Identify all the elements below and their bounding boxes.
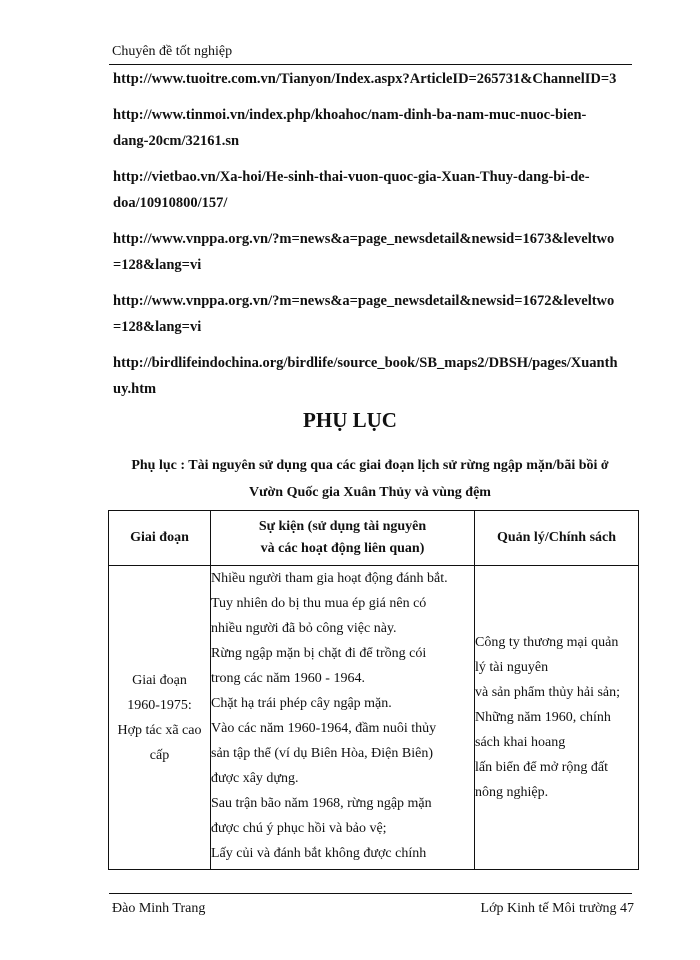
cell-policy (475, 566, 639, 870)
event-line: nhiều người đã bỏ công việc này. (211, 621, 397, 636)
policy-line: nông nghiệp. (475, 785, 549, 800)
reference-line: uy.htm (113, 381, 157, 397)
reference-line: http://vietbao.vn/Xa-hoi/He-sinh-thai-vuon-quoc-gia-Xuan-Thuy-dang-bi-de- (113, 169, 590, 185)
reference-line: http://birdlifeindochina.org/birdlife/source_book/SB_maps2/DBSH/pages/Xuanth (113, 355, 618, 371)
event-line: Rừng ngập mặn bị chặt đi để trồng cói (211, 646, 427, 661)
table-header-row (109, 511, 639, 566)
event-line: Chặt hạ trái phép cây ngập mặn. (211, 696, 392, 711)
policy-line: lý tài nguyên (475, 660, 549, 675)
header-events-line: và các hoạt động liên quan) (260, 541, 425, 556)
footer-author: Đào Minh Trang (112, 901, 206, 916)
appendix-caption-line: Vườn Quốc gia Xuân Thủy và vùng đệm (249, 485, 491, 500)
reference-line: http://www.tinmoi.vn/index.php/khoahoc/nam-dinh-ba-nam-muc-nuoc-bien- (113, 107, 587, 123)
reference-item[interactable] (113, 66, 643, 92)
header-policy: Quản lý/Chính sách (475, 511, 639, 566)
event-line: Sau trận bão năm 1968, rừng ngập mặn (211, 796, 432, 811)
reference-item[interactable] (113, 102, 643, 154)
period-line: 1960-1975: (127, 697, 192, 713)
policy-line: sách khai hoang (475, 735, 566, 750)
event-line: Lấy củi và đánh bắt không được chính (211, 846, 427, 861)
appendix-title: PHỤ LỤC (303, 408, 397, 432)
footer-divider (109, 893, 632, 894)
event-line: Tuy nhiên do bị thu mua ép giá nên có (211, 596, 427, 611)
appendix-caption (100, 452, 640, 506)
event-line: được xây dựng. (211, 771, 299, 786)
reference-line: http://www.tuoitre.com.vn/Tianyon/Index.aspx?ArticleID=265731&ChannelID=3 (113, 71, 617, 87)
appendix-table (108, 510, 639, 870)
reference-line: =128&lang=vi (113, 319, 202, 335)
period-line: cấp (149, 747, 170, 763)
footer-class: Lớp Kinh tế Môi trường 47 (480, 901, 634, 916)
cell-events (211, 566, 475, 870)
reference-line: http://www.vnppa.org.vn/?m=news&a=page_newsdetail&newsid=1672&leveltwo (113, 293, 615, 309)
reference-item[interactable] (113, 288, 643, 340)
event-line: Nhiều người tham gia hoạt động đánh bắt. (211, 571, 448, 586)
policy-line: Công ty thương mại quản (475, 635, 619, 650)
header-events-line: Sự kiện (sử dụng tài nguyên (258, 519, 427, 534)
appendix-caption-line: Phụ lục : Tài nguyên sử dụng qua các giai đoạn lịch sử rừng ngập mặn/bãi bồi ở (131, 458, 609, 473)
reference-line: dang-20cm/32161.sn (113, 133, 240, 149)
header-divider (109, 64, 632, 65)
period-line: Hợp tác xã cao (117, 722, 202, 738)
reference-item[interactable] (113, 350, 643, 402)
event-line: Vào các năm 1960-1964, đầm nuôi thủy (211, 721, 437, 736)
cell-period (109, 566, 211, 870)
policy-line: lấn biển để mở rộng đất (475, 760, 608, 775)
event-line: sản tập thể (ví dụ Biên Hòa, Điện Biên) (211, 746, 434, 761)
reference-line: doa/10910800/157/ (113, 195, 228, 211)
policy-line: Những năm 1960, chính (475, 710, 611, 725)
period-line: Giai đoạn (132, 672, 187, 688)
reference-line: http://www.vnppa.org.vn/?m=news&a=page_newsdetail&newsid=1673&leveltwo (113, 231, 615, 247)
event-line: trong các năm 1960 - 1964. (211, 671, 365, 686)
reference-list (113, 66, 643, 412)
table-row (109, 566, 639, 870)
reference-item[interactable] (113, 164, 643, 216)
header-events (211, 511, 475, 566)
page-header-title: Chuyên đề tốt nghiệp (112, 44, 233, 59)
event-line: được chú ý phục hồi và bảo vệ; (211, 821, 387, 836)
reference-item[interactable] (113, 226, 643, 278)
reference-line: =128&lang=vi (113, 257, 202, 273)
header-period: Giai đoạn (109, 511, 211, 566)
policy-line: và sản phẩm thủy hải sản; (475, 685, 621, 700)
